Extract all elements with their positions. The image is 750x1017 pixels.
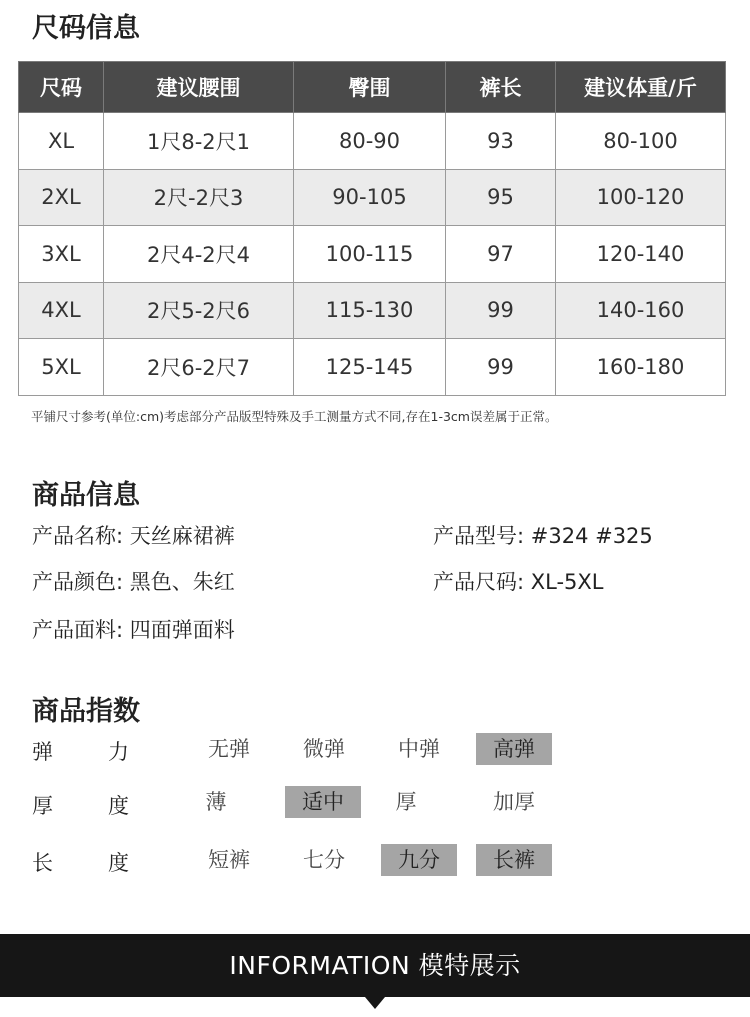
cell-length: 97	[446, 226, 556, 283]
elasticity-option: 微弹	[303, 737, 345, 761]
elasticity-option: 高弹	[476, 733, 552, 765]
length-option: 长裤	[476, 844, 552, 876]
cell-hip: 125-145	[294, 339, 446, 396]
size-info-title: 尺码信息	[32, 13, 140, 44]
cell-size: 2XL	[19, 169, 104, 226]
length-option: 九分	[381, 844, 457, 876]
thickness-option: 加厚	[493, 790, 535, 814]
banner-text: INFORMATION 模特展示	[229, 951, 521, 980]
cell-length: 95	[446, 169, 556, 226]
cell-waist: 2尺-2尺3	[104, 169, 294, 226]
elasticity-option: 中弹	[398, 737, 440, 761]
measurement-note: 平铺尺寸参考(单位:cm)考虑部分产品版型特殊及手工测量方式不同,存在1-3cm误差属于正常。	[31, 409, 558, 424]
cell-length: 99	[446, 339, 556, 396]
size-table	[18, 61, 726, 396]
table-row	[19, 339, 726, 396]
cell-size: 4XL	[19, 282, 104, 339]
header-weight: 建议体重/斤	[556, 62, 726, 113]
product-size: 产品尺码: XL-5XL	[433, 570, 604, 594]
length-label-a: 长	[32, 851, 53, 875]
elasticity-label-b: 力	[108, 740, 129, 764]
product-info-title: 商品信息	[32, 480, 140, 511]
cell-hip: 80-90	[294, 113, 446, 170]
banner-arrow-icon	[365, 997, 385, 1009]
thickness-option: 适中	[285, 786, 361, 818]
length-option: 七分	[303, 848, 345, 872]
table-row	[19, 169, 726, 226]
cell-size: 3XL	[19, 226, 104, 283]
cell-length: 99	[446, 282, 556, 339]
product-name: 产品名称: 天丝麻裙裤	[32, 524, 235, 548]
cell-size: 5XL	[19, 339, 104, 396]
header-length: 裤长	[446, 62, 556, 113]
product-model: 产品型号: #324 #325	[433, 524, 653, 548]
table-row	[19, 226, 726, 283]
cell-waist: 2尺5-2尺6	[104, 282, 294, 339]
cell-waist: 2尺4-2尺4	[104, 226, 294, 283]
cell-hip: 100-115	[294, 226, 446, 283]
cell-size: XL	[19, 113, 104, 170]
cell-hip: 90-105	[294, 169, 446, 226]
length-label-b: 度	[108, 851, 129, 875]
header-size: 尺码	[19, 62, 104, 113]
product-color: 产品颜色: 黑色、朱红	[32, 570, 235, 594]
cell-weight: 140-160	[556, 282, 726, 339]
table-header-row	[19, 62, 726, 113]
thickness-option: 薄	[205, 790, 227, 814]
cell-weight: 80-100	[556, 113, 726, 170]
thickness-label-a: 厚	[32, 794, 53, 818]
cell-waist: 2尺6-2尺7	[104, 339, 294, 396]
length-option: 短裤	[208, 848, 250, 872]
cell-weight: 160-180	[556, 339, 726, 396]
cell-length: 93	[446, 113, 556, 170]
cell-weight: 100-120	[556, 169, 726, 226]
header-hip: 臀围	[294, 62, 446, 113]
cell-waist: 1尺8-2尺1	[104, 113, 294, 170]
model-showcase-banner	[0, 934, 750, 997]
cell-hip: 115-130	[294, 282, 446, 339]
table-row	[19, 113, 726, 170]
thickness-label-b: 度	[108, 794, 129, 818]
table-row	[19, 282, 726, 339]
cell-weight: 120-140	[556, 226, 726, 283]
product-index-title: 商品指数	[32, 696, 140, 727]
thickness-option: 厚	[395, 790, 417, 814]
header-waist: 建议腰围	[104, 62, 294, 113]
elasticity-option: 无弹	[208, 737, 250, 761]
product-fabric: 产品面料: 四面弹面料	[32, 618, 235, 642]
elasticity-label-a: 弹	[32, 740, 53, 764]
